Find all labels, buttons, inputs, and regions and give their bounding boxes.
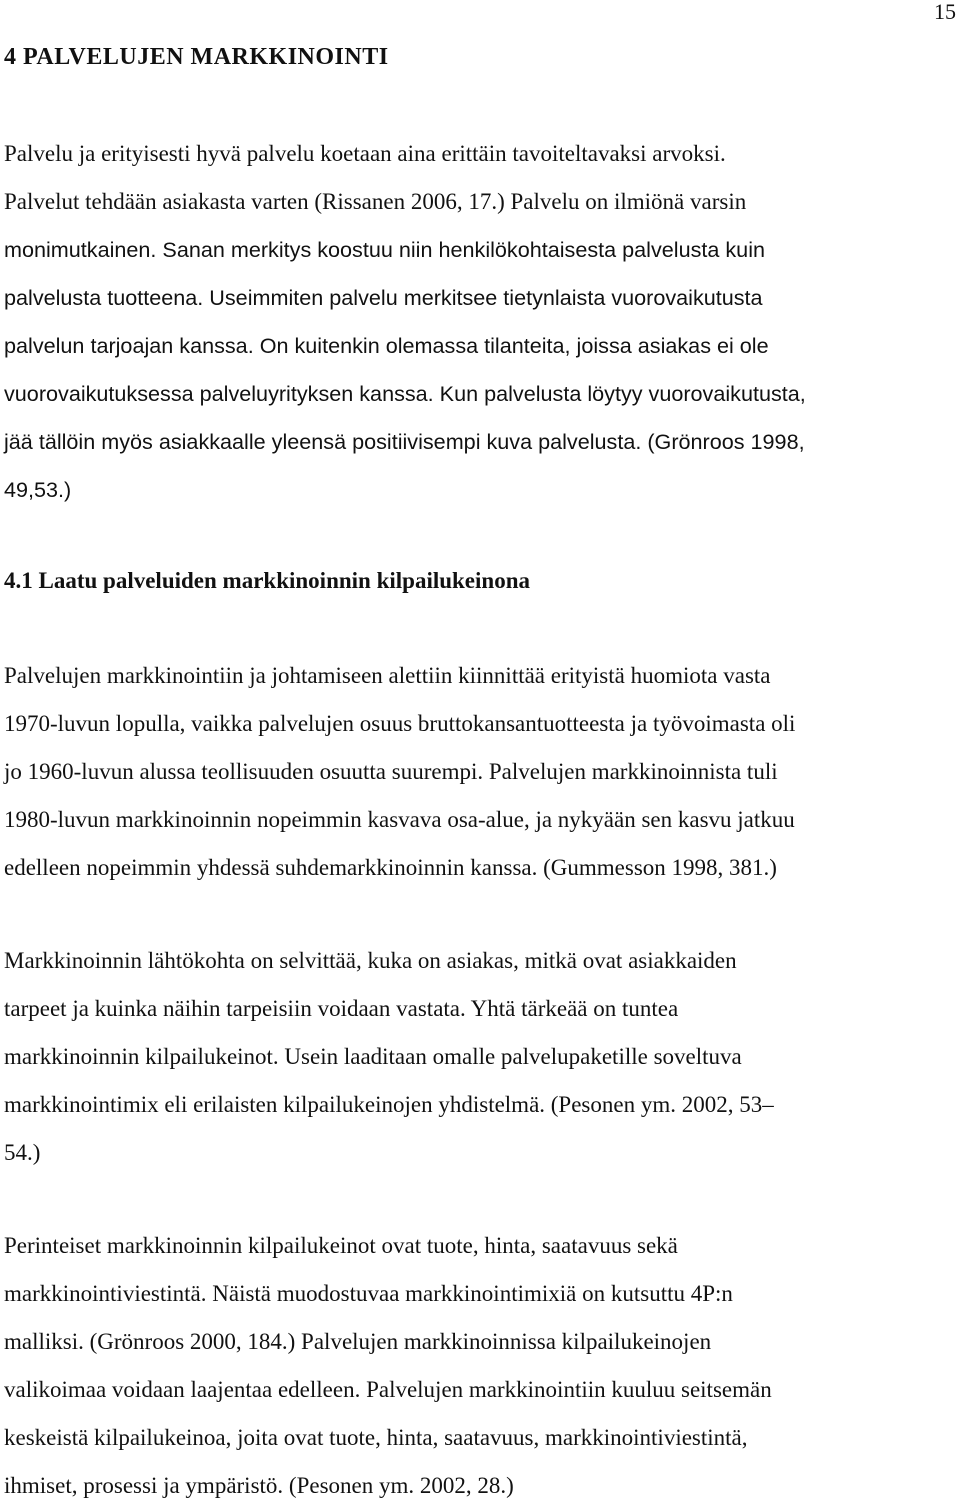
- text-line: Perinteiset markkinoinnin kilpailukeinot ovat tuote, hinta, saatavuus sekä: [4, 1233, 678, 1258]
- text-line: Palvelujen markkinointiin ja johtamiseen alettiin kiinnittää erityistä huomiota vasta: [4, 663, 771, 688]
- text-line: palvelun tarjoajan kanssa. On kuitenkin olemassa tilanteita, joissa asiakas ei ole: [4, 333, 769, 358]
- text-line: 1970-luvun lopulla, vaikka palvelujen osuus bruttokansantuotteesta ja työvoimasta oli: [4, 711, 796, 736]
- text-line: 49,53.): [4, 477, 72, 502]
- text-line: keskeistä kilpailukeinoa, joita ovat tuote, hinta, saatavuus, markkinointiviestintä,: [4, 1425, 748, 1450]
- paragraph-marketing-mix: [4, 1222, 950, 1510]
- text-line: ihmiset, prosessi ja ympäristö. (Pesonen ym. 2002, 28.): [4, 1473, 514, 1498]
- text-line: tarpeet ja kuinka näihin tarpeisiin voidaan vastata. Yhtä tärkeää on tuntea: [4, 996, 679, 1021]
- text-line: monimutkainen. Sanan merkitys koostuu niin henkilökohtaisesta palvelusta kuin: [4, 237, 766, 262]
- text-line: valikoimaa voidaan laajentaa edelleen. Palvelujen markkinointiin kuuluu seitsemän: [4, 1377, 772, 1402]
- text-line: markkinoinnin kilpailukeinot. Usein laaditaan omalle palvelupaketille soveltuva: [4, 1044, 742, 1069]
- paragraph-starting-point: [4, 937, 950, 1177]
- text-line: edelleen nopeimmin yhdessä suhdemarkkinoinnin kanssa. (Gummesson 1998, 381.): [4, 855, 777, 880]
- text-line: markkinointiviestintä. Näistä muodostuvaa markkinointimixiä on kutsuttu 4P:n: [4, 1281, 733, 1306]
- text-line: markkinointimix eli erilaisten kilpailukeinojen yhdistelmä. (Pesonen ym. 2002, 53–: [4, 1092, 774, 1117]
- text-line: Palvelu ja erityisesti hyvä palvelu koetaan aina erittäin tavoiteltavaksi arvoksi.: [4, 141, 726, 166]
- text-line: 1980-luvun markkinoinnin nopeimmin kasvava osa-alue, ja nykyään sen kasvu jatkuu: [4, 807, 795, 832]
- text-line: Markkinoinnin lähtökohta on selvittää, kuka on asiakas, mitkä ovat asiakkaiden: [4, 948, 737, 973]
- text-line: vuorovaikutuksessa palveluyrityksen kanssa. Kun palvelusta löytyy vuorovaikutusta,: [4, 381, 806, 406]
- text-line: jo 1960-luvun alussa teollisuuden osuutta suurempi. Palvelujen markkinoinnista tuli: [4, 759, 778, 784]
- text-line: palvelusta tuotteena. Useimmiten palvelu merkitsee tietynlaista vuorovaikutusta: [4, 285, 763, 310]
- chapter-heading: 4 PALVELUJEN MARKKINOINTI: [4, 44, 389, 70]
- paragraph-history: [4, 652, 950, 892]
- paragraph-intro: [4, 130, 950, 514]
- section-heading: 4.1 Laatu palveluiden markkinoinnin kilpailukeinona: [4, 568, 530, 593]
- text-line: 54.): [4, 1140, 41, 1165]
- text-line: jää tällöin myös asiakkaalle yleensä positiivisempi kuva palvelusta. (Grönroos 1998,: [4, 429, 805, 454]
- text-line: Palvelut tehdään asiakasta varten (Rissanen 2006, 17.) Palvelu on ilmiönä varsin: [4, 189, 747, 214]
- text-line: malliksi. (Grönroos 2000, 184.) Palvelujen markkinoinnissa kilpailukeinojen: [4, 1329, 712, 1354]
- page-number: 15: [934, 0, 956, 24]
